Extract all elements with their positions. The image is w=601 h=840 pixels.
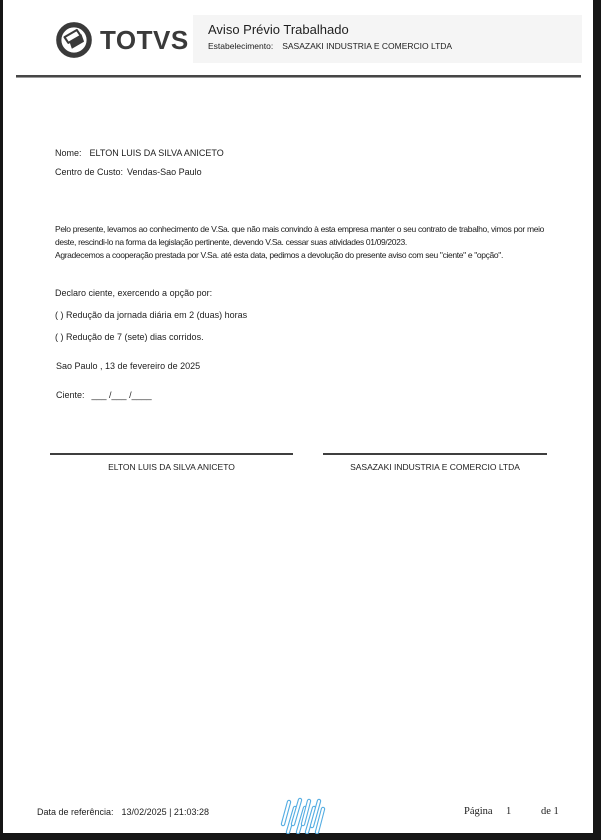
notice-paragraph-2: Agradecemos a cooperação prestada por V.Sa. até esta data, pedimos a devolução do presente aviso com seu "ciente" e "opção". — [55, 250, 503, 260]
page-frame-right — [593, 0, 601, 840]
ciente-label: Ciente: — [56, 390, 85, 400]
page-frame-left — [0, 0, 3, 840]
signature-company-name: SASAZAKI INDUSTRIA E COMERCIO LTDA — [350, 462, 520, 472]
name-label: Nome: — [55, 148, 82, 158]
signature-employee — [50, 453, 293, 472]
totvs-pattern-icon — [276, 788, 328, 834]
ciente-date-blanks: ___ /___ /____ — [91, 390, 152, 400]
totvs-logo-icon — [55, 21, 93, 59]
cost-center-label: Centro de Custo: — [55, 167, 124, 177]
city-date-line: Sao Paulo , 13 de fevereiro de 2025 — [56, 361, 201, 371]
totvs-logo-text: TOTVS — [100, 24, 189, 55]
report-title: Aviso Prévio Trabalhado — [208, 22, 349, 37]
signature-company — [323, 453, 547, 472]
page-frame-bottom — [0, 833, 601, 840]
notice-paragraph — [55, 223, 544, 262]
establishment-line — [208, 41, 582, 51]
cost-center-line — [55, 167, 202, 177]
name-value: ELTON LUIS DA SILVA ANICETO — [89, 148, 224, 158]
totvs-logo — [55, 20, 189, 60]
option-reduce-days: ( ) Redução de 7 (sete) dias corridos. — [55, 332, 204, 342]
declaration-line: Declaro ciente, exercendo a opção por: — [55, 288, 213, 298]
reference-date-label: Data de referência: — [37, 807, 114, 817]
page-number: 1 — [506, 806, 512, 817]
option-reduce-hours: ( ) Redução da jornada diária em 2 (duas) horas — [55, 310, 248, 320]
report-title-box — [193, 15, 582, 63]
establishment-value: SASAZAKI INDUSTRIA E COMERCIO LTDA — [282, 41, 453, 51]
reference-date-line — [37, 807, 209, 817]
reference-date-value: 13/02/2025 | 21:03:28 — [121, 807, 209, 817]
ciente-line — [56, 390, 152, 400]
page-label: Página — [464, 806, 493, 817]
header-divider — [16, 75, 581, 78]
employee-name-line — [55, 148, 224, 158]
page-total: de 1 — [541, 806, 559, 817]
notice-paragraph-1: Pelo presente, levamos ao conhecimento de V.Sa. que não mais convindo à esta empresa manter o seu contrato de trabalho, vimos por meio deste, rescindi-lo na forma da legislação pertinente, devendo V.Sa. cessar suas atividades 01/09/2023. — [55, 224, 544, 247]
signature-employee-name: ELTON LUIS DA SILVA ANICETO — [108, 462, 235, 472]
cost-center-value: Vendas-Sao Paulo — [127, 167, 202, 177]
establishment-label: Estabelecimento: — [208, 41, 274, 51]
